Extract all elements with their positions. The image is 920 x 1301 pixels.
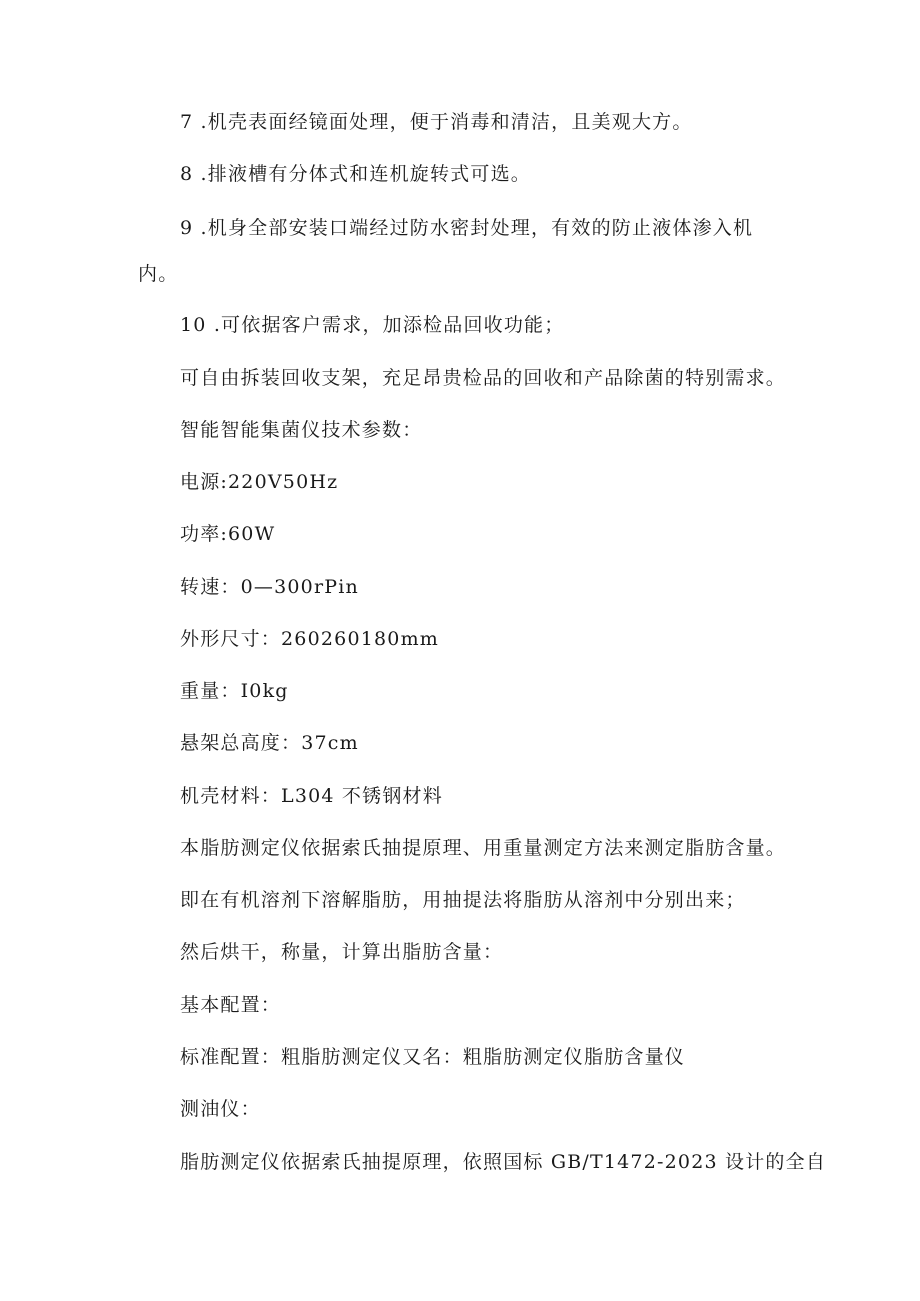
spec-dimensions: 外形尺寸：260260180mm <box>180 628 440 650</box>
oil-meter-label: 测油仪： <box>180 1098 261 1120</box>
spec-suspension-height: 悬架总高度：37cm <box>180 732 359 754</box>
item-9-paragraph: 9 .机身全部安装口端经过防水密封处理，有效的防止液体渗入机 <box>180 217 754 239</box>
fat-analyzer-principle: 本脂肪测定仪依据索氏抽提原理、用重量测定方法来测定脂肪含量。 <box>180 837 787 859</box>
specs-heading: 智能智能集菌仪技术参数： <box>180 419 423 441</box>
fat-extraction-method: 即在有机溶剂下溶解脂肪，用抽提法将脂肪从溶剂中分别出来； <box>180 889 746 911</box>
spec-power-supply: 电源:220V50Hz <box>180 471 339 493</box>
fat-analyzer-standard: 脂肪测定仪依据索氏抽提原理，依照国标 GB/T1472-2023 设计的全自 <box>180 1151 827 1173</box>
recovery-bracket-paragraph: 可自由拆装回收支架，充足昂贵检品的回收和产品除菌的特别需求。 <box>180 367 787 389</box>
item-9-continuation: 内。 <box>138 263 179 285</box>
spec-speed: 转速：0—300rPin <box>180 576 359 598</box>
item-7-paragraph: 7 .机壳表面经镜面处理，便于消毒和清洁，且美观大方。 <box>180 111 693 133</box>
standard-config: 标准配置：粗脂肪测定仪又名：粗脂肪测定仪脂肪含量仪 <box>180 1046 686 1068</box>
spec-power: 功率:60W <box>180 523 276 545</box>
fat-drying-weighing: 然后烘干，称量，计算出脂肪含量： <box>180 941 504 963</box>
basic-config-heading: 基本配置： <box>180 994 282 1016</box>
item-8-paragraph: 8 .排液槽有分体式和连机旋转式可选。 <box>180 163 531 185</box>
spec-weight: 重量：I0kg <box>180 680 289 702</box>
item-10-paragraph: 10 .可依据客户需求，加添检品回收功能； <box>180 314 565 336</box>
spec-housing-material: 机壳材料：L304 不锈钢材料 <box>180 785 443 807</box>
